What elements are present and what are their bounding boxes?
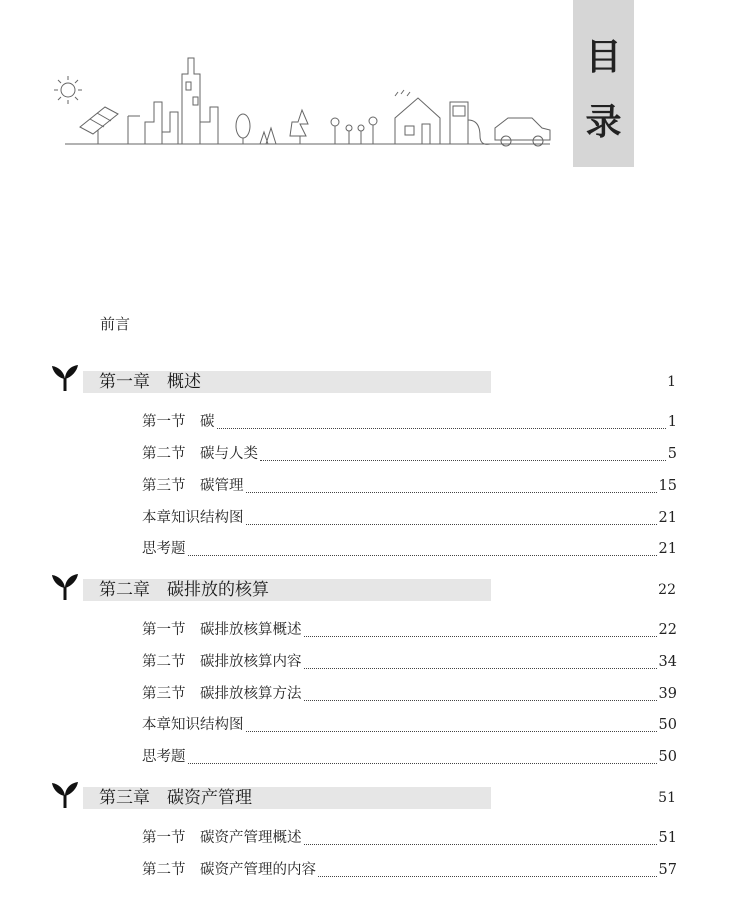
toc-entry-label: 第一节 碳排放核算概述	[142, 622, 302, 638]
charging-station-icon	[450, 102, 490, 144]
toc-entry-page: 22	[658, 622, 677, 638]
dot-leader	[188, 751, 657, 764]
sprout-icon	[50, 781, 80, 809]
dot-leader	[217, 416, 666, 429]
toc-entry-label: 第一节 碳资产管理概述	[142, 830, 302, 846]
tree-icon	[236, 110, 308, 144]
toc-entry-label: 第三节 碳管理	[142, 478, 244, 494]
toc-entry-label: 第二节 碳与人类	[142, 446, 258, 462]
toc-entry-label: 本章知识结构图	[142, 717, 244, 733]
toc-entry-page: 57	[658, 862, 677, 878]
toc-entry-page: 51	[658, 830, 677, 846]
toc-entry-label: 思考题	[142, 541, 186, 557]
toc-entry-page: 39	[658, 686, 677, 702]
toc-entry-page: 21	[658, 510, 677, 526]
dot-leader	[260, 448, 666, 461]
toc-entry-page: 5	[667, 446, 677, 462]
dot-leader	[188, 543, 657, 556]
chapter-title[interactable]: 第二章 碳排放的核算	[99, 580, 269, 600]
chapter-title[interactable]: 第三章 碳资产管理	[99, 788, 252, 808]
toc-entry-label: 第二节 碳排放核算内容	[142, 654, 302, 670]
city-buildings-icon	[145, 58, 218, 144]
toc-entry[interactable]	[142, 828, 677, 848]
toc-title-tab	[573, 0, 634, 167]
low-carbon-city-illustration	[50, 52, 560, 152]
toc-entry[interactable]	[142, 747, 677, 767]
toc-entry[interactable]	[142, 508, 677, 528]
preface-link[interactable]: 前言	[100, 315, 131, 333]
toc-entry[interactable]	[142, 620, 677, 640]
toc-entry[interactable]	[142, 652, 677, 672]
sprout-icon	[50, 364, 80, 392]
dot-leader	[246, 512, 657, 525]
electric-car-icon	[495, 118, 550, 146]
dot-leader	[318, 864, 657, 877]
toc-entry[interactable]	[142, 476, 677, 496]
dot-leader	[304, 656, 657, 669]
toc-entry[interactable]	[142, 412, 677, 432]
dot-leader	[304, 832, 657, 845]
dot-leader	[246, 480, 657, 493]
toc-entry[interactable]	[142, 715, 677, 735]
toc-entry-page: 21	[658, 541, 677, 557]
house-icon	[395, 90, 440, 144]
toc-entry[interactable]	[142, 860, 677, 880]
toc-entry-page: 50	[658, 749, 677, 765]
dot-leader	[246, 719, 657, 732]
toc-entry-page: 15	[658, 478, 677, 494]
sun-icon	[54, 76, 82, 104]
toc-entry[interactable]	[142, 684, 677, 704]
dot-leader	[304, 688, 657, 701]
toc-title-char-1: 目	[585, 37, 622, 78]
chapter-page-number: 51	[658, 790, 676, 806]
toc-entry-page: 34	[658, 654, 677, 670]
sprout-icon	[50, 573, 80, 601]
chapter-title[interactable]: 第一章 概述	[99, 372, 201, 392]
toc-entry-label: 本章知识结构图	[142, 510, 244, 526]
toc-entry-label: 第一节 碳	[142, 414, 215, 430]
family-icon	[331, 117, 377, 144]
toc-entry[interactable]	[142, 444, 677, 464]
chapter-page-number: 22	[658, 582, 676, 598]
toc-entry-page: 1	[667, 414, 677, 430]
toc-entry-label: 第三节 碳排放核算方法	[142, 686, 302, 702]
toc-entry-label: 第二节 碳资产管理的内容	[142, 862, 316, 878]
solar-panel-icon	[80, 107, 118, 144]
chapter-page-number: 1	[667, 374, 676, 390]
street-lamp-icon	[128, 116, 140, 144]
toc-title-char-2: 录	[585, 102, 622, 143]
toc-entry[interactable]	[142, 539, 677, 559]
dot-leader	[304, 624, 657, 637]
toc-entry-page: 50	[658, 717, 677, 733]
toc-entry-label: 思考题	[142, 749, 186, 765]
